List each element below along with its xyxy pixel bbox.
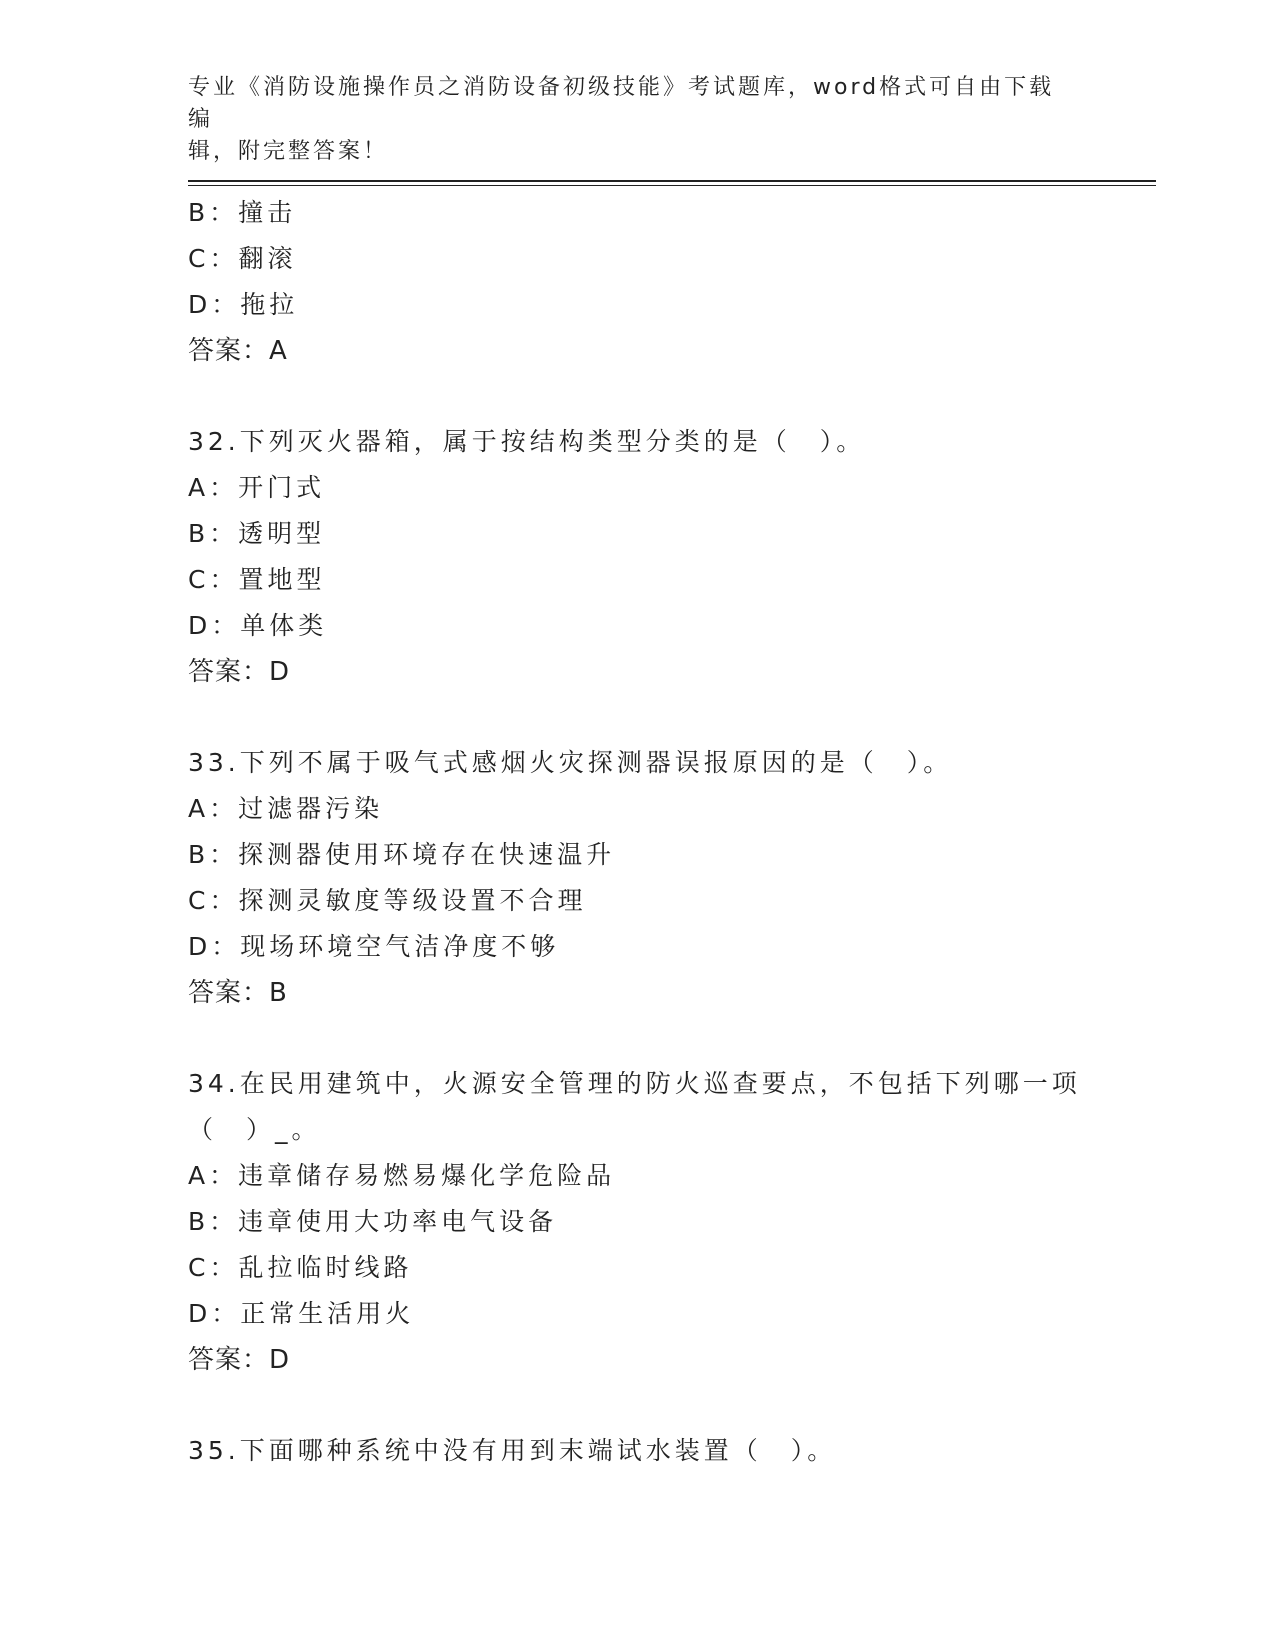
header-divider-thin	[188, 185, 1156, 186]
option-a: A：违章储存易燃易爆化学危险品	[188, 1161, 616, 1190]
option-b: B：探测器使用环境存在快速温升	[188, 840, 616, 869]
question-32	[188, 419, 1108, 695]
option-b: B：撞击	[188, 198, 297, 227]
answer: 答案：D	[188, 1345, 291, 1375]
question-stem: 33.下列不属于吸气式感烟火灾探测器误报原因的是（ ）。	[188, 748, 953, 777]
answer: 答案：B	[188, 978, 288, 1008]
option-c: C：翻滚	[188, 244, 297, 273]
option-a: A：开门式	[188, 473, 326, 502]
question-35	[188, 1428, 1108, 1474]
question-stem-line-1: 34.在民用建筑中，火源安全管理的防火巡查要点，不包括下列哪一项	[188, 1069, 1081, 1098]
question-stem: 32.下列灭火器箱，属于按结构类型分类的是（ ）。	[188, 427, 866, 456]
question-34	[188, 1061, 1108, 1383]
question-list	[188, 190, 1108, 1474]
option-b: B：透明型	[188, 519, 326, 548]
option-d: D：拖拉	[188, 290, 299, 319]
option-c: C：乱拉临时线路	[188, 1253, 413, 1282]
option-b: B：违章使用大功率电气设备	[188, 1207, 558, 1236]
option-c: C：置地型	[188, 565, 326, 594]
answer: 答案：A	[188, 336, 288, 366]
option-a: A：过滤器污染	[188, 794, 384, 823]
option-d: D：现场环境空气洁净度不够	[188, 932, 560, 961]
question-stem: 35.下面哪种系统中没有用到末端试水装置（ ）。	[188, 1436, 837, 1465]
answer: 答案：D	[188, 657, 291, 687]
header-line-2: 辑，附完整答案！	[188, 139, 389, 164]
question-31-continued	[188, 190, 1108, 374]
header-line-1: 专业《消防设施操作员之消防设备初级技能》考试题库，word格式可自由下载编	[188, 75, 1055, 132]
question-stem-line-2: （ ）_。	[188, 1115, 321, 1144]
question-33	[188, 740, 1108, 1016]
option-d: D：正常生活用火	[188, 1299, 415, 1328]
option-c: C：探测灵敏度等级设置不合理	[188, 886, 587, 915]
header-divider	[188, 180, 1156, 182]
option-d: D：单体类	[188, 611, 328, 640]
document-header	[188, 72, 1068, 168]
